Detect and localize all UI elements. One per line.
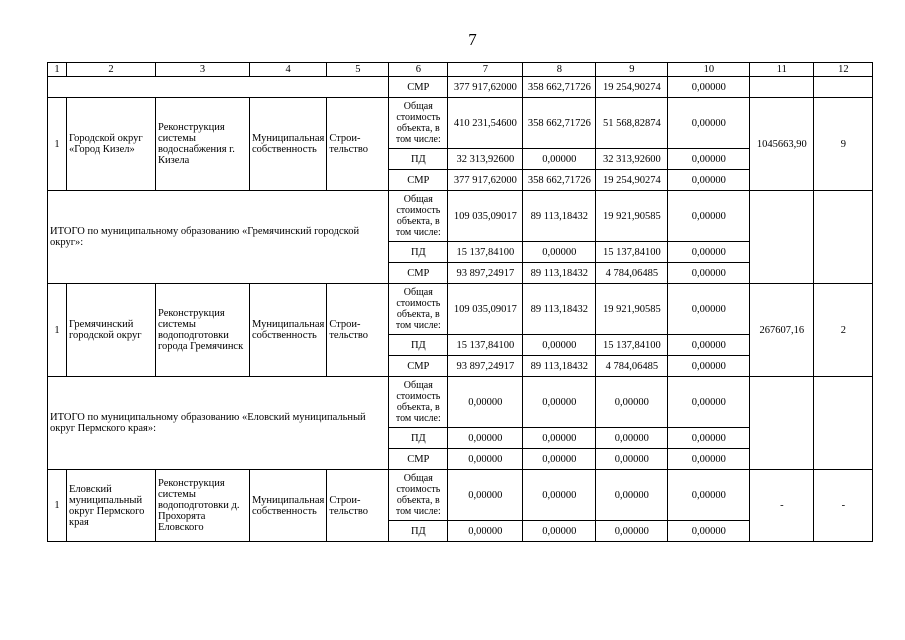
- value-cell: 0,00000: [596, 428, 668, 449]
- header-cell: 8: [523, 63, 596, 77]
- value-cell: 0,00000: [523, 428, 596, 449]
- header-cell: 10: [668, 63, 750, 77]
- row-number: 1: [48, 470, 67, 542]
- value-cell: 93 897,24917: [448, 356, 523, 377]
- row-type-label: СМР: [389, 356, 448, 377]
- value-cell: 0,00000: [668, 470, 750, 521]
- row-type-label: СМР: [389, 449, 448, 470]
- value-cell: 0,00000: [523, 521, 596, 542]
- row-type-label: СМР: [389, 263, 448, 284]
- table-row: [48, 77, 873, 98]
- ownership: Муниципальная собственность: [250, 98, 327, 191]
- header-cell: 6: [389, 63, 448, 77]
- value-cell: 109 035,09017: [448, 191, 523, 242]
- row-type-label: ПД: [389, 149, 448, 170]
- value-cell: 0,00000: [448, 470, 523, 521]
- value-cell: 0,00000: [523, 242, 596, 263]
- value-cell: 89 113,18432: [523, 263, 596, 284]
- value-cell: 0,00000: [668, 449, 750, 470]
- value-cell: 109 035,09017: [448, 284, 523, 335]
- value-cell: 0,00000: [448, 428, 523, 449]
- work-type: Строи-тельство: [327, 284, 389, 377]
- value-cell: 0,00000: [523, 149, 596, 170]
- value-cell: 0,00000: [668, 377, 750, 428]
- value-cell: 0,00000: [523, 449, 596, 470]
- total-label: ИТОГО по муниципальному образованию «Гремячинский городской округ»:: [48, 191, 389, 284]
- value-cell: 0,00000: [668, 356, 750, 377]
- value-cell: 0,00000: [668, 335, 750, 356]
- value-cell: 15 137,84100: [448, 242, 523, 263]
- ownership: Муниципальная собственность: [250, 470, 327, 542]
- header-cell: 1: [48, 63, 67, 77]
- value-cell: 89 113,18432: [523, 191, 596, 242]
- table-row: [48, 284, 873, 335]
- header-row: [48, 63, 873, 77]
- row-type-label: ПД: [389, 242, 448, 263]
- count-value: 2: [814, 284, 873, 377]
- value-cell: 4 784,06485: [596, 263, 668, 284]
- value-cell: 358 662,71726: [523, 98, 596, 149]
- row-type-label: СМР: [389, 170, 448, 191]
- empty-cell: [814, 377, 873, 470]
- municipality-name: Городской округ «Город Кизел»: [67, 98, 156, 191]
- ownership: Муниципальная собственность: [250, 284, 327, 377]
- table-row: [48, 98, 873, 149]
- row-type-label: Общая стоимость объекта, в том числе:: [389, 98, 448, 149]
- table-row: [48, 377, 873, 428]
- count-value: 9: [814, 98, 873, 191]
- budget-table: [47, 62, 873, 542]
- value-cell: 0,00000: [523, 377, 596, 428]
- value-cell: 0,00000: [523, 470, 596, 521]
- table-row: [48, 470, 873, 521]
- value-cell: 0,00000: [448, 449, 523, 470]
- page-number: 7: [468, 30, 477, 49]
- value-cell: 0,00000: [668, 521, 750, 542]
- value-cell: 15 137,84100: [596, 335, 668, 356]
- empty-cell: [750, 77, 814, 98]
- capacity-value: 1045663,90: [750, 98, 814, 191]
- value-cell: 0,00000: [668, 149, 750, 170]
- empty-cell: [750, 191, 814, 284]
- value-cell: 0,00000: [596, 449, 668, 470]
- value-cell: 32 313,92600: [448, 149, 523, 170]
- value-cell: 19 921,90585: [596, 191, 668, 242]
- object-name: Реконструкция системы водоснабжения г. Кизела: [156, 98, 250, 191]
- value-cell: 4 784,06485: [596, 356, 668, 377]
- value-cell: 51 568,82874: [596, 98, 668, 149]
- value-cell: 19 254,90274: [596, 77, 668, 98]
- value-cell: 0,00000: [668, 284, 750, 335]
- row-type-label: Общая стоимость объекта, в том числе:: [389, 284, 448, 335]
- row-type-label: ПД: [389, 428, 448, 449]
- empty-cell: [750, 377, 814, 470]
- header-cell: 2: [67, 63, 156, 77]
- value-cell: 15 137,84100: [596, 242, 668, 263]
- value-cell: 358 662,71726: [523, 77, 596, 98]
- header-cell: 9: [596, 63, 668, 77]
- row-type-label: Общая стоимость объекта, в том числе:: [389, 377, 448, 428]
- work-type: Строи-тельство: [327, 98, 389, 191]
- row-type-label: ПД: [389, 521, 448, 542]
- value-cell: 0,00000: [596, 521, 668, 542]
- value-cell: 0,00000: [668, 263, 750, 284]
- header-cell: 7: [448, 63, 523, 77]
- value-cell: 15 137,84100: [448, 335, 523, 356]
- municipality-name: Еловский муниципальный округ Пермского края: [67, 470, 156, 542]
- capacity-value: -: [750, 470, 814, 542]
- capacity-value: 267607,16: [750, 284, 814, 377]
- value-cell: 19 254,90274: [596, 170, 668, 191]
- total-label: ИТОГО по муниципальному образованию «Еловский муниципальный округ Пермского края»:: [48, 377, 389, 470]
- value-cell: 0,00000: [668, 242, 750, 263]
- value-cell: 0,00000: [596, 377, 668, 428]
- row-type-label: Общая стоимость объекта, в том числе:: [389, 191, 448, 242]
- empty-cell: [48, 77, 389, 98]
- row-number: 1: [48, 98, 67, 191]
- empty-cell: [814, 77, 873, 98]
- row-type-label: Общая стоимость объекта, в том числе:: [389, 470, 448, 521]
- value-cell: 0,00000: [668, 170, 750, 191]
- object-name: Реконструкция системы водоподготовки города Гремячинск: [156, 284, 250, 377]
- row-type-label: СМР: [389, 77, 448, 98]
- value-cell: 0,00000: [668, 191, 750, 242]
- value-cell: 0,00000: [523, 335, 596, 356]
- value-cell: 32 313,92600: [596, 149, 668, 170]
- header-cell: 5: [327, 63, 389, 77]
- municipality-name: Гремячинский городской округ: [67, 284, 156, 377]
- empty-cell: [814, 191, 873, 284]
- header-cell: 4: [250, 63, 327, 77]
- table-row: [48, 191, 873, 242]
- value-cell: 89 113,18432: [523, 356, 596, 377]
- object-name: Реконструкция системы водоподготовки д. Прохорята Еловского: [156, 470, 250, 542]
- value-cell: 0,00000: [668, 428, 750, 449]
- header-cell: 11: [750, 63, 814, 77]
- value-cell: 93 897,24917: [448, 263, 523, 284]
- value-cell: 0,00000: [668, 98, 750, 149]
- value-cell: 0,00000: [596, 470, 668, 521]
- value-cell: 0,00000: [668, 77, 750, 98]
- value-cell: 19 921,90585: [596, 284, 668, 335]
- header-cell: 3: [156, 63, 250, 77]
- value-cell: 377 917,62000: [448, 77, 523, 98]
- work-type: Строи-тельство: [327, 470, 389, 542]
- row-number: 1: [48, 284, 67, 377]
- value-cell: 358 662,71726: [523, 170, 596, 191]
- row-type-label: ПД: [389, 335, 448, 356]
- count-value: -: [814, 470, 873, 542]
- header-cell: 12: [814, 63, 873, 77]
- value-cell: 0,00000: [448, 521, 523, 542]
- value-cell: 410 231,54600: [448, 98, 523, 149]
- value-cell: 377 917,62000: [448, 170, 523, 191]
- value-cell: 0,00000: [448, 377, 523, 428]
- value-cell: 89 113,18432: [523, 284, 596, 335]
